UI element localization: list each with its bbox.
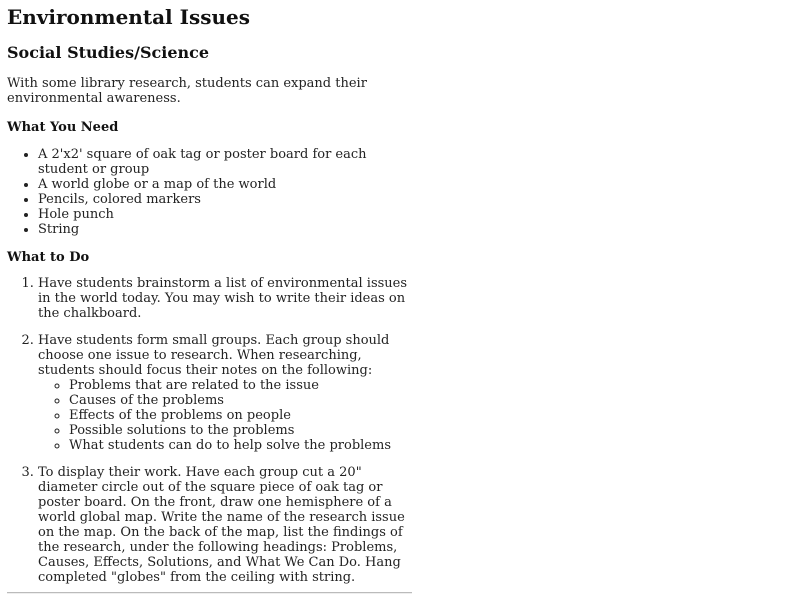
list-item: ◦ Problems that are related to the issue (69, 378, 418, 393)
step-item (38, 276, 418, 321)
list-item: • Pencils, colored markers (38, 192, 418, 207)
step-text: Have students form small groups. Each group should choose one issue to research. When researching, students should focus their notes on the following: (38, 333, 390, 378)
list-item: • Hole punch (38, 207, 418, 222)
page-title: Environmental Issues (7, 5, 251, 29)
step-text: Have students brainstorm a list of environmental issues in the world today. You may wish to write their ideas on the chalkboard. (38, 276, 408, 321)
list-item: ◦ Causes of the problems (69, 393, 418, 408)
step-item (38, 333, 418, 453)
step-text: To display their work. Have each group cut a 20" diameter circle out of the square piece of oak tag or poster board. On the front, draw one hemisphere of a world global map. Write the name of the research issue on the map. On the back of the map, list the findings of the research, under the following headings: Problems, Causes, Effects, Solutions, and What We Can Do. Hang completed "globes" from the ceiling with string. (38, 465, 405, 585)
steps-list (7, 276, 418, 597)
list-item: ◦ Possible solutions to the problems (69, 423, 418, 438)
materials-list (7, 147, 418, 237)
what-to-do-heading: What to Do (7, 250, 90, 265)
list-item: ◦ What students can do to help solve the problems (69, 438, 418, 453)
list-item: • String (38, 222, 418, 237)
what-you-need-heading: What You Need (7, 120, 119, 135)
focus-list (38, 378, 418, 453)
list-item: ◦ Effects of the problems on people (69, 408, 418, 423)
intro-paragraph: With some library research, students can expand their environmental awareness. (7, 76, 367, 106)
subject-heading: Social Studies/Science (7, 43, 210, 62)
step-item (38, 465, 418, 585)
list-item: • A world globe or a map of the world (38, 177, 418, 192)
list-item: • A 2'x2' square of oak tag or poster board for each student or group (38, 147, 418, 177)
divider (7, 592, 412, 594)
